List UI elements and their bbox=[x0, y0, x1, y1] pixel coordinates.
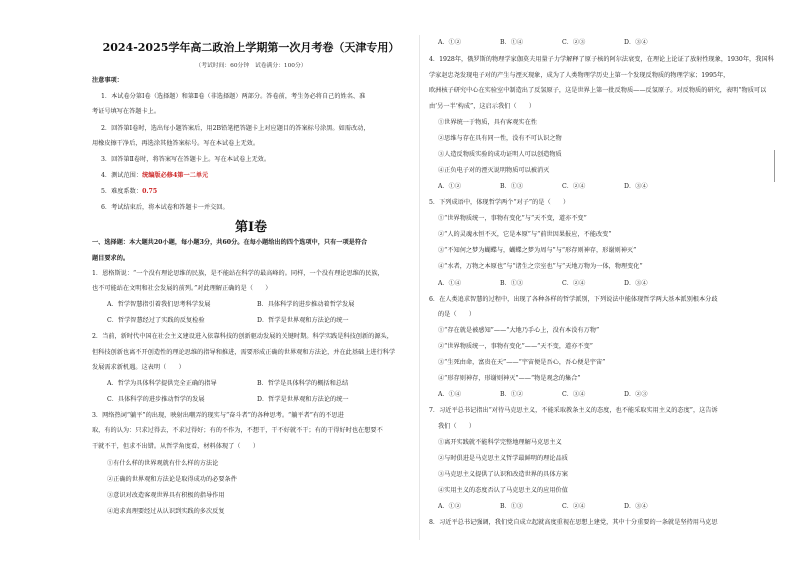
difficulty bbox=[92, 189, 157, 195]
question-text: 欧洲核子研究中心在实验室中制造出了反氢原子，这是世界上第一批反物质——反氢原子。对反物质的研究，表明“物质可以 bbox=[429, 87, 767, 94]
question-text: 4．1928年，俄罗斯的物理学家伽莫夫用量子力学解释了原子核的阿尔法衰变，在理论上论证了放射性现象，1930年，我国科 bbox=[429, 56, 774, 63]
question-text: 干就不干，但求不出错。从哲学角度看，材料体现了（ ） bbox=[92, 443, 260, 450]
statement: ②“世界物质统一，事物有变化”——“天不变，道亦不变” bbox=[438, 343, 593, 350]
option[interactable]: D．哲学是世界观和方法论的统一 bbox=[257, 317, 349, 324]
answer-option[interactable]: C．②④ bbox=[562, 280, 586, 287]
statement: ③人造反物质实验的成功证明人可以创造物质 bbox=[438, 151, 562, 158]
difficulty-label: 5．难度系数： bbox=[101, 188, 143, 195]
option[interactable]: C．具体科学的进步推动哲学的发展 bbox=[107, 396, 205, 403]
answer-row bbox=[429, 40, 686, 46]
statement: ③意识对改造客观世界具有积极的指导作用 bbox=[107, 492, 225, 499]
question-text: 由‘另一半’构成”，这启示我们（ ） bbox=[429, 103, 536, 110]
test-scope bbox=[92, 173, 208, 179]
option[interactable]: C．哲学智慧经过了实践的反复检验 bbox=[107, 317, 205, 324]
statement: ②“人的灵魂永恒不灭，它是本原”与“前世因果报应，不能改变” bbox=[438, 231, 612, 238]
statement: ④“形存则神存，形谢则神灭”——“物是观念的集合” bbox=[438, 375, 581, 382]
answer-option[interactable]: A．①② bbox=[438, 39, 462, 46]
answer-option[interactable]: A．①② bbox=[438, 503, 462, 510]
question-text: 学家赵忠尧发现电子对的产生与湮灭现象，成为了人类物理学历史上第一个发现反物质的物理学家；1995年， bbox=[429, 72, 730, 79]
statement: ④实用主义的态度否认了马克思主义的应用价值 bbox=[438, 487, 568, 494]
answer-option[interactable]: B．①③ bbox=[500, 503, 524, 510]
answer-option[interactable]: D．③④ bbox=[624, 183, 648, 190]
answer-option[interactable]: A．①④ bbox=[438, 280, 462, 287]
question-text: 但科技创新也离不开创造性的理论思维的指导和推进，需要形成正确的世界观和方法论，并在此基础上进行科学 bbox=[92, 349, 396, 356]
answer-option[interactable]: D．③④ bbox=[624, 280, 648, 287]
statement: ③“不知何之梦为蝴蝶与，蝴蝶之梦为周与”与“形存则神存，形谢则神灭” bbox=[438, 247, 637, 254]
question-text: 取，有的认为：只求过得去，不求过得好；有的不作为，不想干，干不好就不干；有的干得好时也在想要不 bbox=[92, 427, 383, 434]
test-scope-label: 4．测试范围： bbox=[101, 172, 143, 179]
option[interactable]: B．哲学是具体科学的概括和总结 bbox=[257, 380, 349, 387]
answer-option[interactable]: B．①③ bbox=[500, 280, 524, 287]
statement: ④追求真理要经过从认识到实践的多次反复 bbox=[107, 508, 225, 515]
statement: ②正确的世界观和方法论是取得成功的必要条件 bbox=[107, 476, 237, 483]
answer-option[interactable]: C．②③ bbox=[562, 39, 586, 46]
answer-option[interactable]: B．①④ bbox=[500, 39, 524, 46]
page-title: 2024-2025学年高二政治上学期第一次月考卷（天津专用） bbox=[102, 41, 400, 54]
option[interactable]: B．具体科学的进步推动着哲学发展 bbox=[257, 301, 355, 308]
statement: ①世界统一于物质，具有客观实在性 bbox=[438, 119, 537, 126]
question-text: 3．网络热词“躺平”的出现，映射出嘲弄的现实与“奋斗者”的各种思考。“躺平者”有的不思进 bbox=[92, 412, 344, 419]
answer-option[interactable]: A．①② bbox=[438, 183, 462, 190]
question-text: 我们（ ） bbox=[438, 423, 476, 430]
question-text: 7．习近平总书记指出“对待马克思主义，不能采取教条主义的态度，也不能采取实用主义的态度”，这告诉 bbox=[429, 407, 718, 414]
column-divider bbox=[419, 35, 420, 540]
part-one-title: 第Ⅰ卷 bbox=[234, 220, 268, 235]
test-scope-value: 统编版必修4第一二单元 bbox=[142, 172, 209, 179]
notice-heading: 注意事项： bbox=[92, 77, 123, 84]
question-text: 也不可能站在文明和社会发展的前列。”对此理解正确的是（ ） bbox=[92, 285, 272, 292]
question-text: 8．习近平总书记强调，我们党自成立起就高度重视在思想上建党，其中十分重要的一条就是坚持用马克思 bbox=[429, 519, 718, 526]
difficulty-value: 0.75 bbox=[142, 188, 158, 195]
option-row bbox=[92, 397, 407, 403]
statement: ②思维与存在具有同一性，没有不可认识之物 bbox=[438, 135, 562, 142]
notice-line: 2．回答第Ⅰ卷时，选出每小题答案后，用2B铅笔把答题卡上对应题目的答案标号涂黑。如需改动， bbox=[101, 125, 370, 132]
answer-option[interactable]: B．①② bbox=[500, 391, 524, 398]
notice-line: 用橡皮擦干净后，再选涂其他答案标号。写在本试卷上无效。 bbox=[92, 140, 260, 147]
statement: ①离开实践就不能科学完整地理解马克思主义 bbox=[438, 439, 562, 446]
option-row bbox=[92, 318, 407, 324]
option[interactable]: A．哲学智慧指引着我们思考科学发展 bbox=[107, 301, 211, 308]
option-row bbox=[92, 302, 407, 308]
answer-row bbox=[429, 392, 686, 398]
statement: ④“水者，万物之本原也”与“诸生之宗室也”与“天地万物为一体，物理变化” bbox=[438, 263, 643, 270]
option-row bbox=[92, 381, 407, 387]
question-text: 1．恩格斯说：“一个没有理论思维的民族，是不能站在科学的最高峰的。同样，一个没有理论思维的民族， bbox=[92, 270, 384, 277]
option[interactable]: D．哲学是世界观和方法论的统一 bbox=[257, 396, 349, 403]
question-text: 2．当前，新时代中国在社会主义建设进入依靠科技的创新驱动发展的关键时期。科学实践是科技创新的源头， bbox=[92, 333, 393, 340]
statement: ①“世界物质统一，事物有变化”与“天不变，道亦不变” bbox=[438, 215, 587, 222]
answer-row bbox=[429, 184, 686, 190]
question-text: 发展需求新机遇。这表明（ ） bbox=[92, 364, 185, 371]
statement: ④正负电子对的湮灭说明物质可以被消灭 bbox=[438, 167, 550, 174]
answer-option[interactable]: C．②④ bbox=[562, 183, 586, 190]
notice-line: 考证号填写在答题卡上。 bbox=[92, 108, 161, 115]
section-instruction: 一、选择题：本大题共20小题，每小题3分，共60分。在每小题给出的四个选项中，只有一项是符合 bbox=[92, 239, 368, 246]
exam-subtitle: （考试时间：60分钟 试卷满分：100分） bbox=[195, 63, 307, 69]
statement: ①有什么样的世界观就有什么样的方法论 bbox=[107, 460, 219, 467]
answer-option[interactable]: D．③④ bbox=[624, 503, 648, 510]
answer-option[interactable]: C．②④ bbox=[562, 503, 586, 510]
answer-option[interactable]: B．①③ bbox=[500, 183, 524, 190]
statement: ②与时俱进是马克思主义哲学最鲜明的理论品质 bbox=[438, 455, 568, 462]
question-text: 5．下列成语中，体现哲学两个“对子”的是（ ） bbox=[429, 199, 570, 206]
answer-option[interactable]: C．③④ bbox=[562, 391, 586, 398]
answer-row bbox=[429, 281, 686, 287]
answer-option[interactable]: D．③④ bbox=[624, 39, 648, 46]
binding-line bbox=[774, 150, 775, 182]
answer-row bbox=[429, 504, 686, 510]
statement: ③马克思主义提供了认识和改造世界的具体方案 bbox=[438, 471, 568, 478]
option[interactable]: A．哲学为具体科学提供完全正确的指导 bbox=[107, 380, 217, 387]
notice-line: 6．考试结束后，将本试卷和答题卡一并交回。 bbox=[101, 204, 229, 211]
answer-option[interactable]: A．①④ bbox=[438, 391, 462, 398]
answer-option[interactable]: D．②③ bbox=[624, 391, 648, 398]
statement: ③“生死由命，富贵在天”——“宇宙便是吾心，吾心便是宇宙” bbox=[438, 359, 606, 366]
statement: ①“存在就是被感知”——“大地乃手心上，没有本没有万物” bbox=[438, 327, 600, 334]
question-text: 6．在人类追求智慧的过程中，出现了各种各样的哲学派别，下列说法中能体现哲学两大基本派别根本分歧 bbox=[429, 296, 718, 303]
notice-line: 1．本试卷分第Ⅰ卷（选择题）和第Ⅱ卷（非选择题）两部分。答卷前，考生务必将自己的姓名、准 bbox=[101, 93, 366, 100]
notice-line: 3．回答第Ⅱ卷时，将答案写在答题卡上。写在本试卷上无效。 bbox=[101, 156, 271, 163]
question-text: 的是（ ） bbox=[438, 311, 476, 318]
section-instruction: 题目要求的。 bbox=[92, 255, 130, 262]
